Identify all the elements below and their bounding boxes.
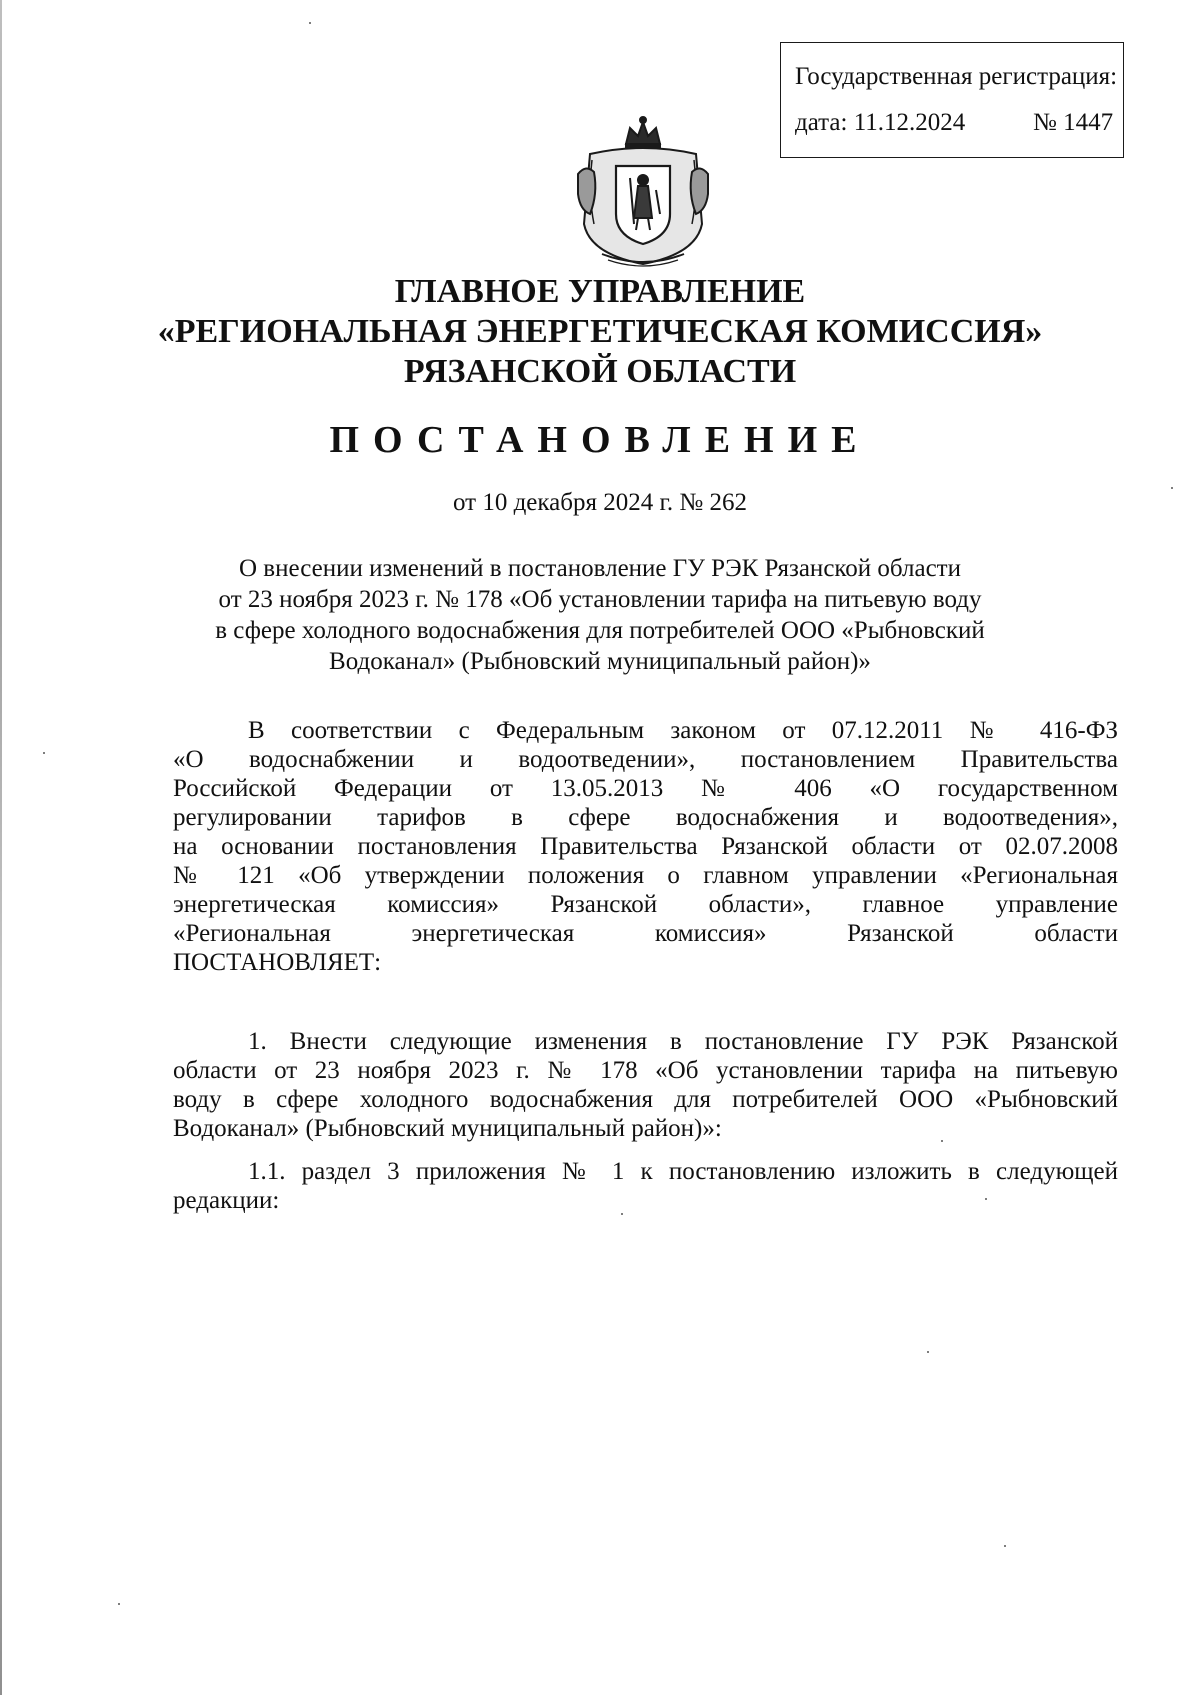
scan-speck bbox=[621, 1213, 623, 1215]
heading-line-3: РЯЗАНСКОЙ ОБЛАСТИ bbox=[403, 353, 797, 390]
scan-edge bbox=[0, 0, 2, 1695]
document-date-number: от 10 декабря 2024 г. № 262 bbox=[452, 489, 748, 516]
registration-title: Государственная регистрация: bbox=[795, 63, 1118, 90]
registration-stamp bbox=[780, 42, 1124, 158]
subject-line: Водоканал» (Рыбновский муниципальный район)» bbox=[329, 648, 871, 675]
item-1-1-paragraph bbox=[173, 1157, 1118, 1215]
heading-line-1: ГЛАВНОЕ УПРАВЛЕНИЕ bbox=[394, 273, 806, 310]
subject-line: О внесении изменений в постановление ГУ РЭК Рязанской области bbox=[239, 555, 961, 582]
ryazan-coat-of-arms-icon bbox=[568, 114, 718, 270]
heading-line-2: «РЕГИОНАЛЬНАЯ ЭНЕРГЕТИЧЕСКАЯ КОМИССИЯ» bbox=[157, 313, 1043, 350]
scan-speck bbox=[941, 1140, 943, 1142]
preamble-line: В соответствии с Федеральным законом от 07.12.2011 № 416-ФЗ bbox=[248, 717, 1118, 744]
preamble-line: № 121 «Об утверждении положения о главном управлении «Региональная bbox=[173, 862, 1118, 889]
scan-speck bbox=[118, 1603, 120, 1605]
item-1-1-line: 1.1. раздел 3 приложения № 1 к постановлению изложить в следующей bbox=[248, 1158, 1118, 1185]
item-1-line: 1. Внести следующие изменения в постановление ГУ РЭК Рязанской bbox=[248, 1028, 1118, 1055]
authority-heading bbox=[60, 272, 1140, 392]
subject-line: от 23 ноября 2023 г. № 178 «Об установлении тарифа на питьевую воду bbox=[218, 586, 982, 613]
document-subject bbox=[150, 553, 1050, 677]
scan-speck bbox=[1171, 487, 1173, 489]
preamble-paragraph bbox=[173, 716, 1118, 977]
item-1-1-line: редакции: bbox=[173, 1187, 280, 1214]
scan-speck bbox=[309, 22, 311, 24]
document-type: ПОСТАНОВЛЕНИЕ bbox=[329, 419, 871, 461]
preamble-line: на основании постановления Правительства Рязанской области от 02.07.2008 bbox=[173, 833, 1118, 860]
preamble-line: Российской Федерации от 13.05.2013 № 406 «О государственном bbox=[173, 775, 1118, 802]
subject-line: в сфере холодного водоснабжения для потребителей ООО «Рыбновский bbox=[215, 617, 985, 644]
preamble-line: энергетическая комиссия» Рязанской области», главное управление bbox=[173, 891, 1118, 918]
item-1-paragraph bbox=[173, 1027, 1118, 1143]
item-1-line: воду в сфере холодного водоснабжения для потребителей ООО «Рыбновский bbox=[173, 1086, 1118, 1113]
item-1-line: Водоканал» (Рыбновский муниципальный район)»: bbox=[173, 1115, 722, 1142]
scan-speck bbox=[43, 752, 45, 754]
preamble-line: ПОСТАНОВЛЯЕТ: bbox=[173, 949, 382, 976]
scan-speck bbox=[1004, 1545, 1006, 1547]
registration-number: № 1447 bbox=[1033, 109, 1114, 136]
item-1-line: области от 23 ноября 2023 г. № 178 «Об установлении тарифа на питьевую bbox=[173, 1057, 1118, 1084]
scan-speck bbox=[927, 1351, 929, 1353]
preamble-line: «Региональная энергетическая комиссия» Рязанской области bbox=[173, 920, 1118, 947]
preamble-line: регулировании тарифов в сфере водоснабжения и водоотведения», bbox=[173, 804, 1118, 831]
preamble-line: «О водоснабжении и водоотведении», постановлением Правительства bbox=[173, 746, 1118, 773]
registration-date: дата: 11.12.2024 bbox=[795, 109, 966, 136]
scan-speck bbox=[985, 1198, 987, 1200]
